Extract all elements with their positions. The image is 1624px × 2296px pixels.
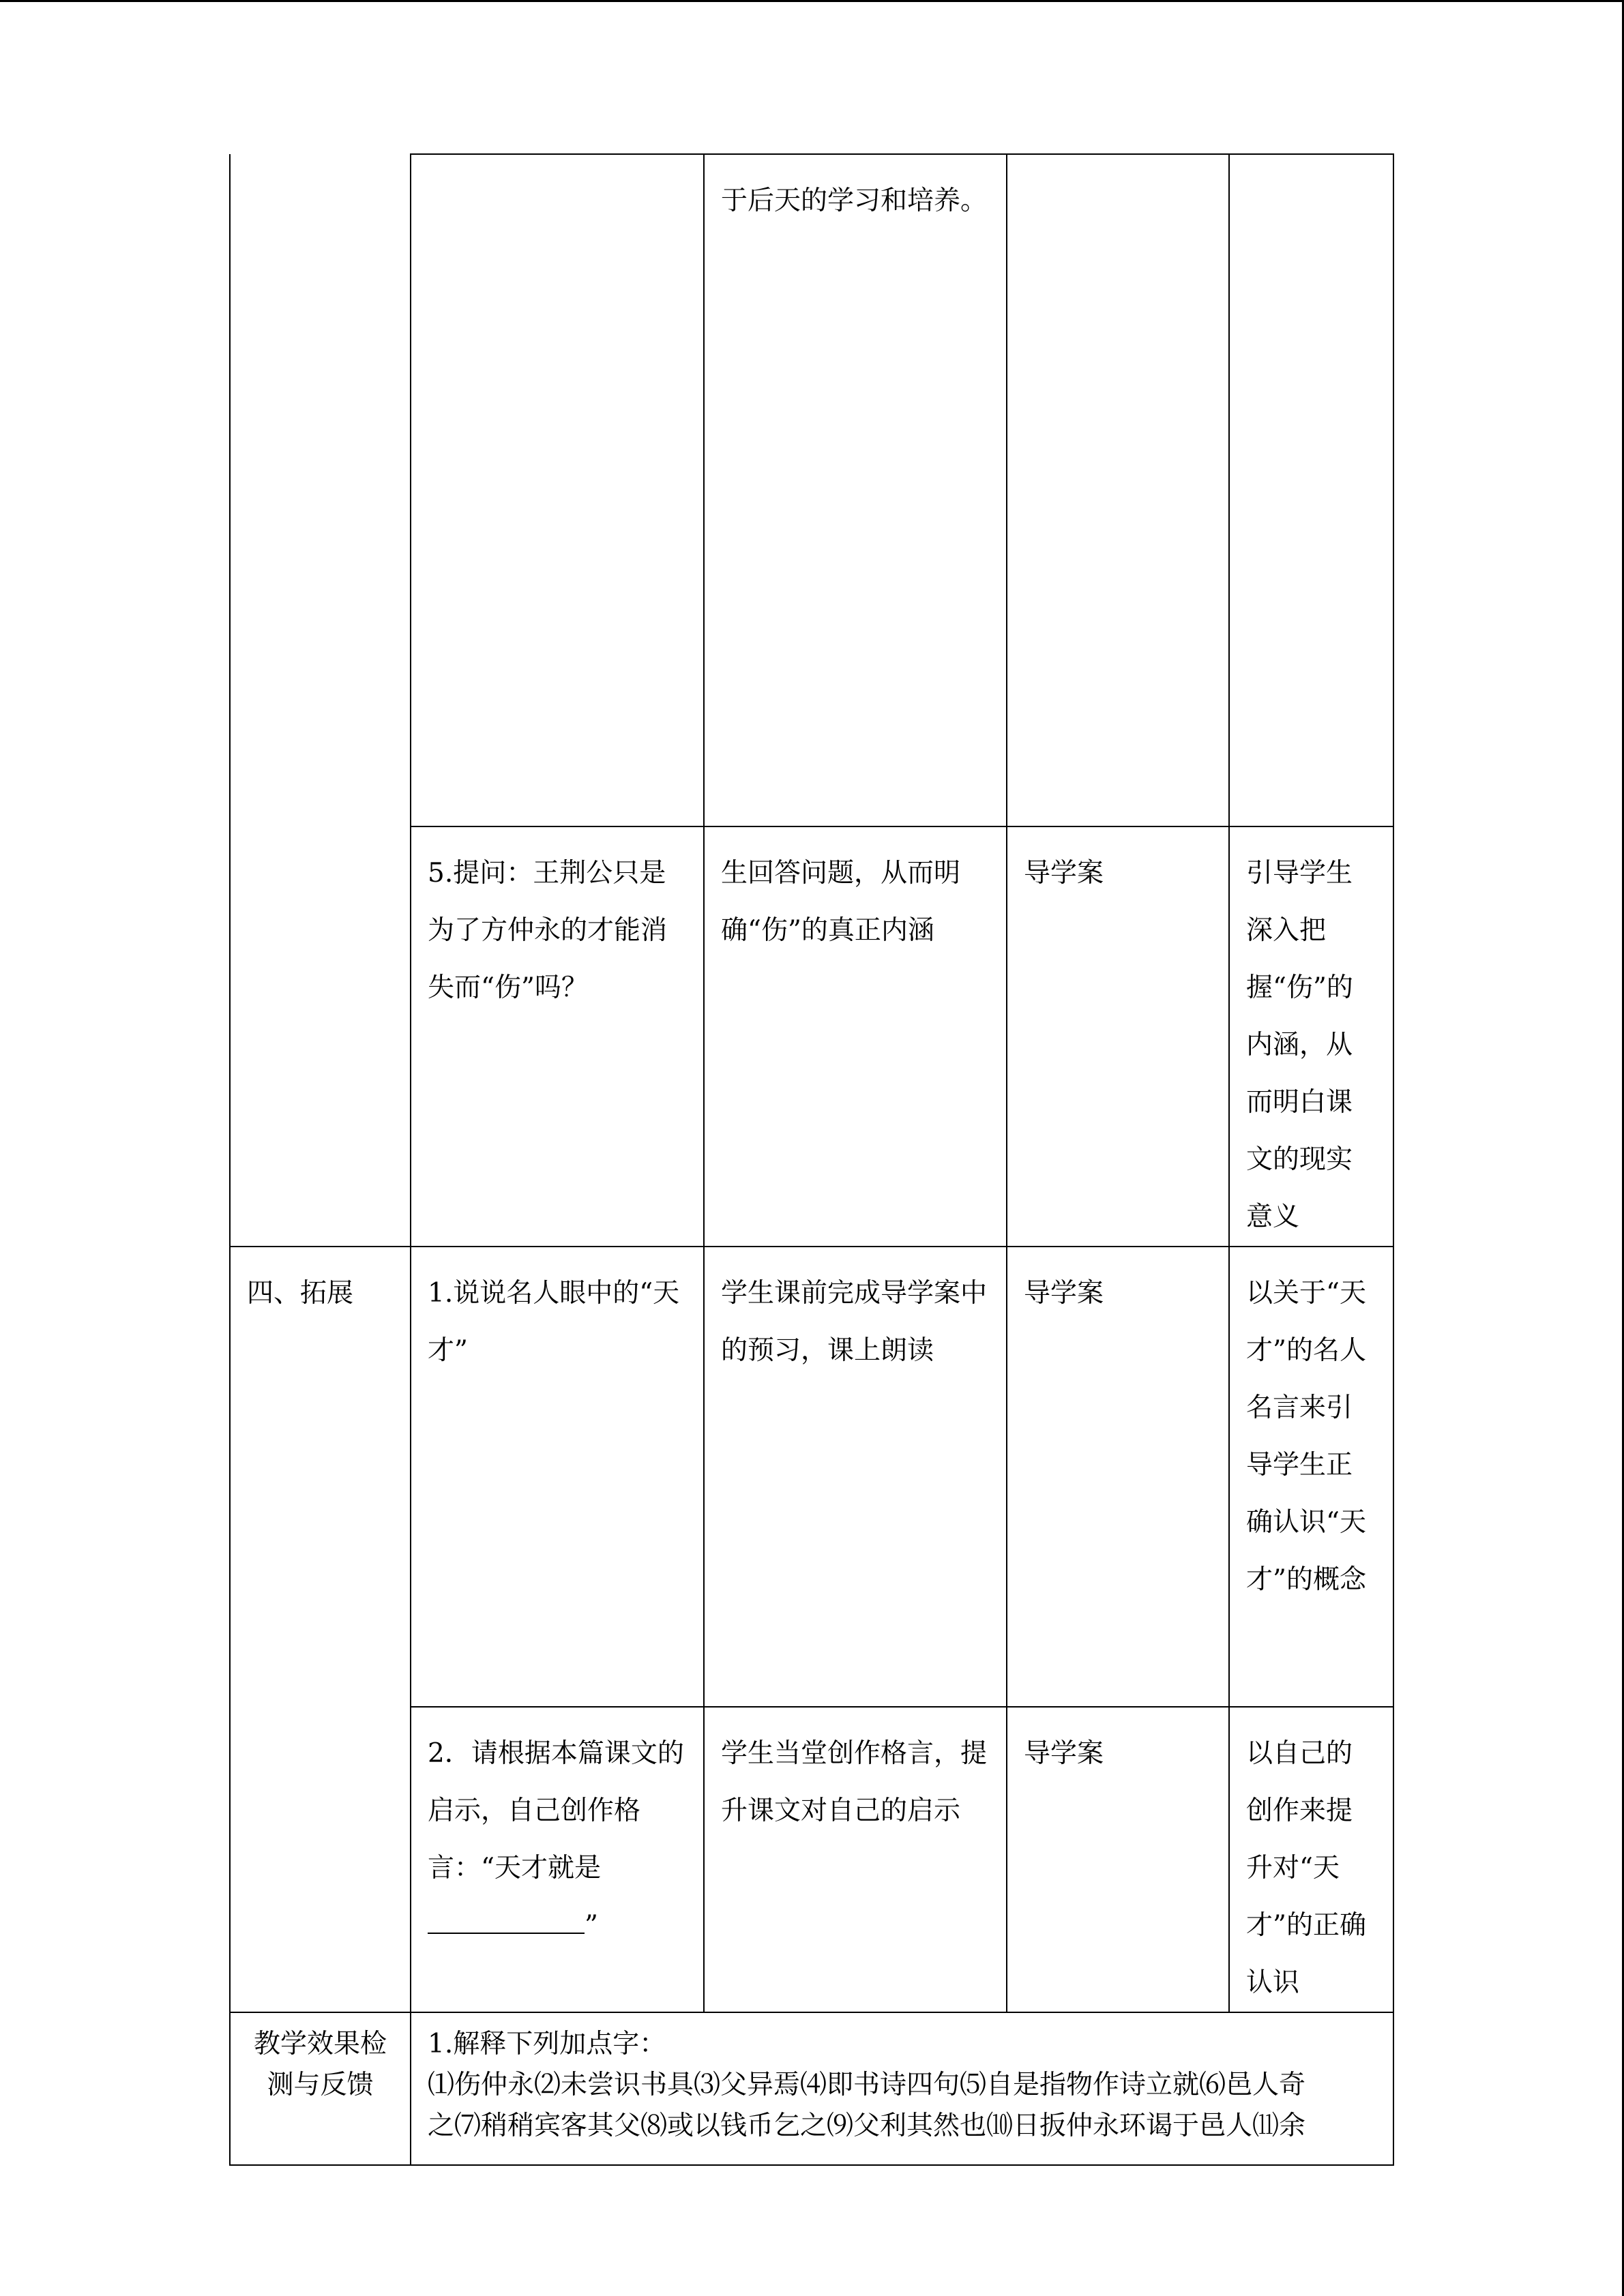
table-row <box>230 154 1393 826</box>
activity-text: 2．请根据本篇课文的启示，自己创作格言：“天才就是 <box>428 1738 684 1883</box>
feedback-line: ⑴伤仲永⑵未尝识书具⑶父异焉⑷即书诗四句⑸自是指物作诗立就⑹邑人奇 <box>428 2070 1306 2100</box>
activity-cell: 5.提问：王荆公只是为了方仲永的才能消失而“伤”吗？ <box>411 826 704 1247</box>
resource-cell <box>1007 154 1229 826</box>
activity-cell <box>411 154 704 826</box>
table-row <box>230 1247 1393 1707</box>
lesson-plan-table-container <box>229 153 1393 2141</box>
feedback-line: 之⑺稍稍宾客其父⑻或以钱币乞之⑼父利其然也⑽日扳仲永环谒于邑人⑾余 <box>428 2111 1306 2141</box>
student-activity-cell: 生回答问题，从而明确“伤”的真正内涵 <box>704 826 1007 1247</box>
activity-cell <box>411 1707 704 2012</box>
resource-cell: 导学案 <box>1007 826 1229 1247</box>
feedback-title: 1.解释下列加点字： <box>428 2029 666 2059</box>
student-activity-cell: 学生当堂创作格言，提升课文对自己的启示 <box>704 1707 1007 2012</box>
page-top-border <box>0 0 1624 2</box>
purpose-cell: 以自己的创作来提升对“天才”的正确认识 <box>1229 1707 1393 2012</box>
purpose-cell: 引导学生深入把握“伤”的内涵，从而明白课文的现实意义 <box>1229 826 1393 1247</box>
stage-cell: 四、拓展 <box>230 1247 411 2012</box>
purpose-cell: 以关于“天才”的名人名言来引导学生正确认识“天才”的概念 <box>1229 1247 1393 1707</box>
resource-cell: 导学案 <box>1007 1707 1229 2012</box>
table-row <box>230 2012 1393 2165</box>
activity-cell: 1.说说名人眼中的“天才” <box>411 1247 704 1707</box>
stage-cell <box>230 154 411 1247</box>
student-activity-cell: 学生课前完成导学案中的预习，课上朗读 <box>704 1247 1007 1707</box>
fill-in-blank <box>428 1897 585 1934</box>
student-activity-cell: 于后天的学习和培养。 <box>704 154 1007 826</box>
feedback-cell <box>411 2012 1393 2165</box>
stage-cell: 教学效果检测与反馈 <box>230 2012 411 2165</box>
lesson-plan-table <box>229 153 1394 2166</box>
purpose-cell <box>1229 154 1393 826</box>
activity-text-suffix: ” <box>585 1910 598 1941</box>
resource-cell: 导学案 <box>1007 1247 1229 1707</box>
